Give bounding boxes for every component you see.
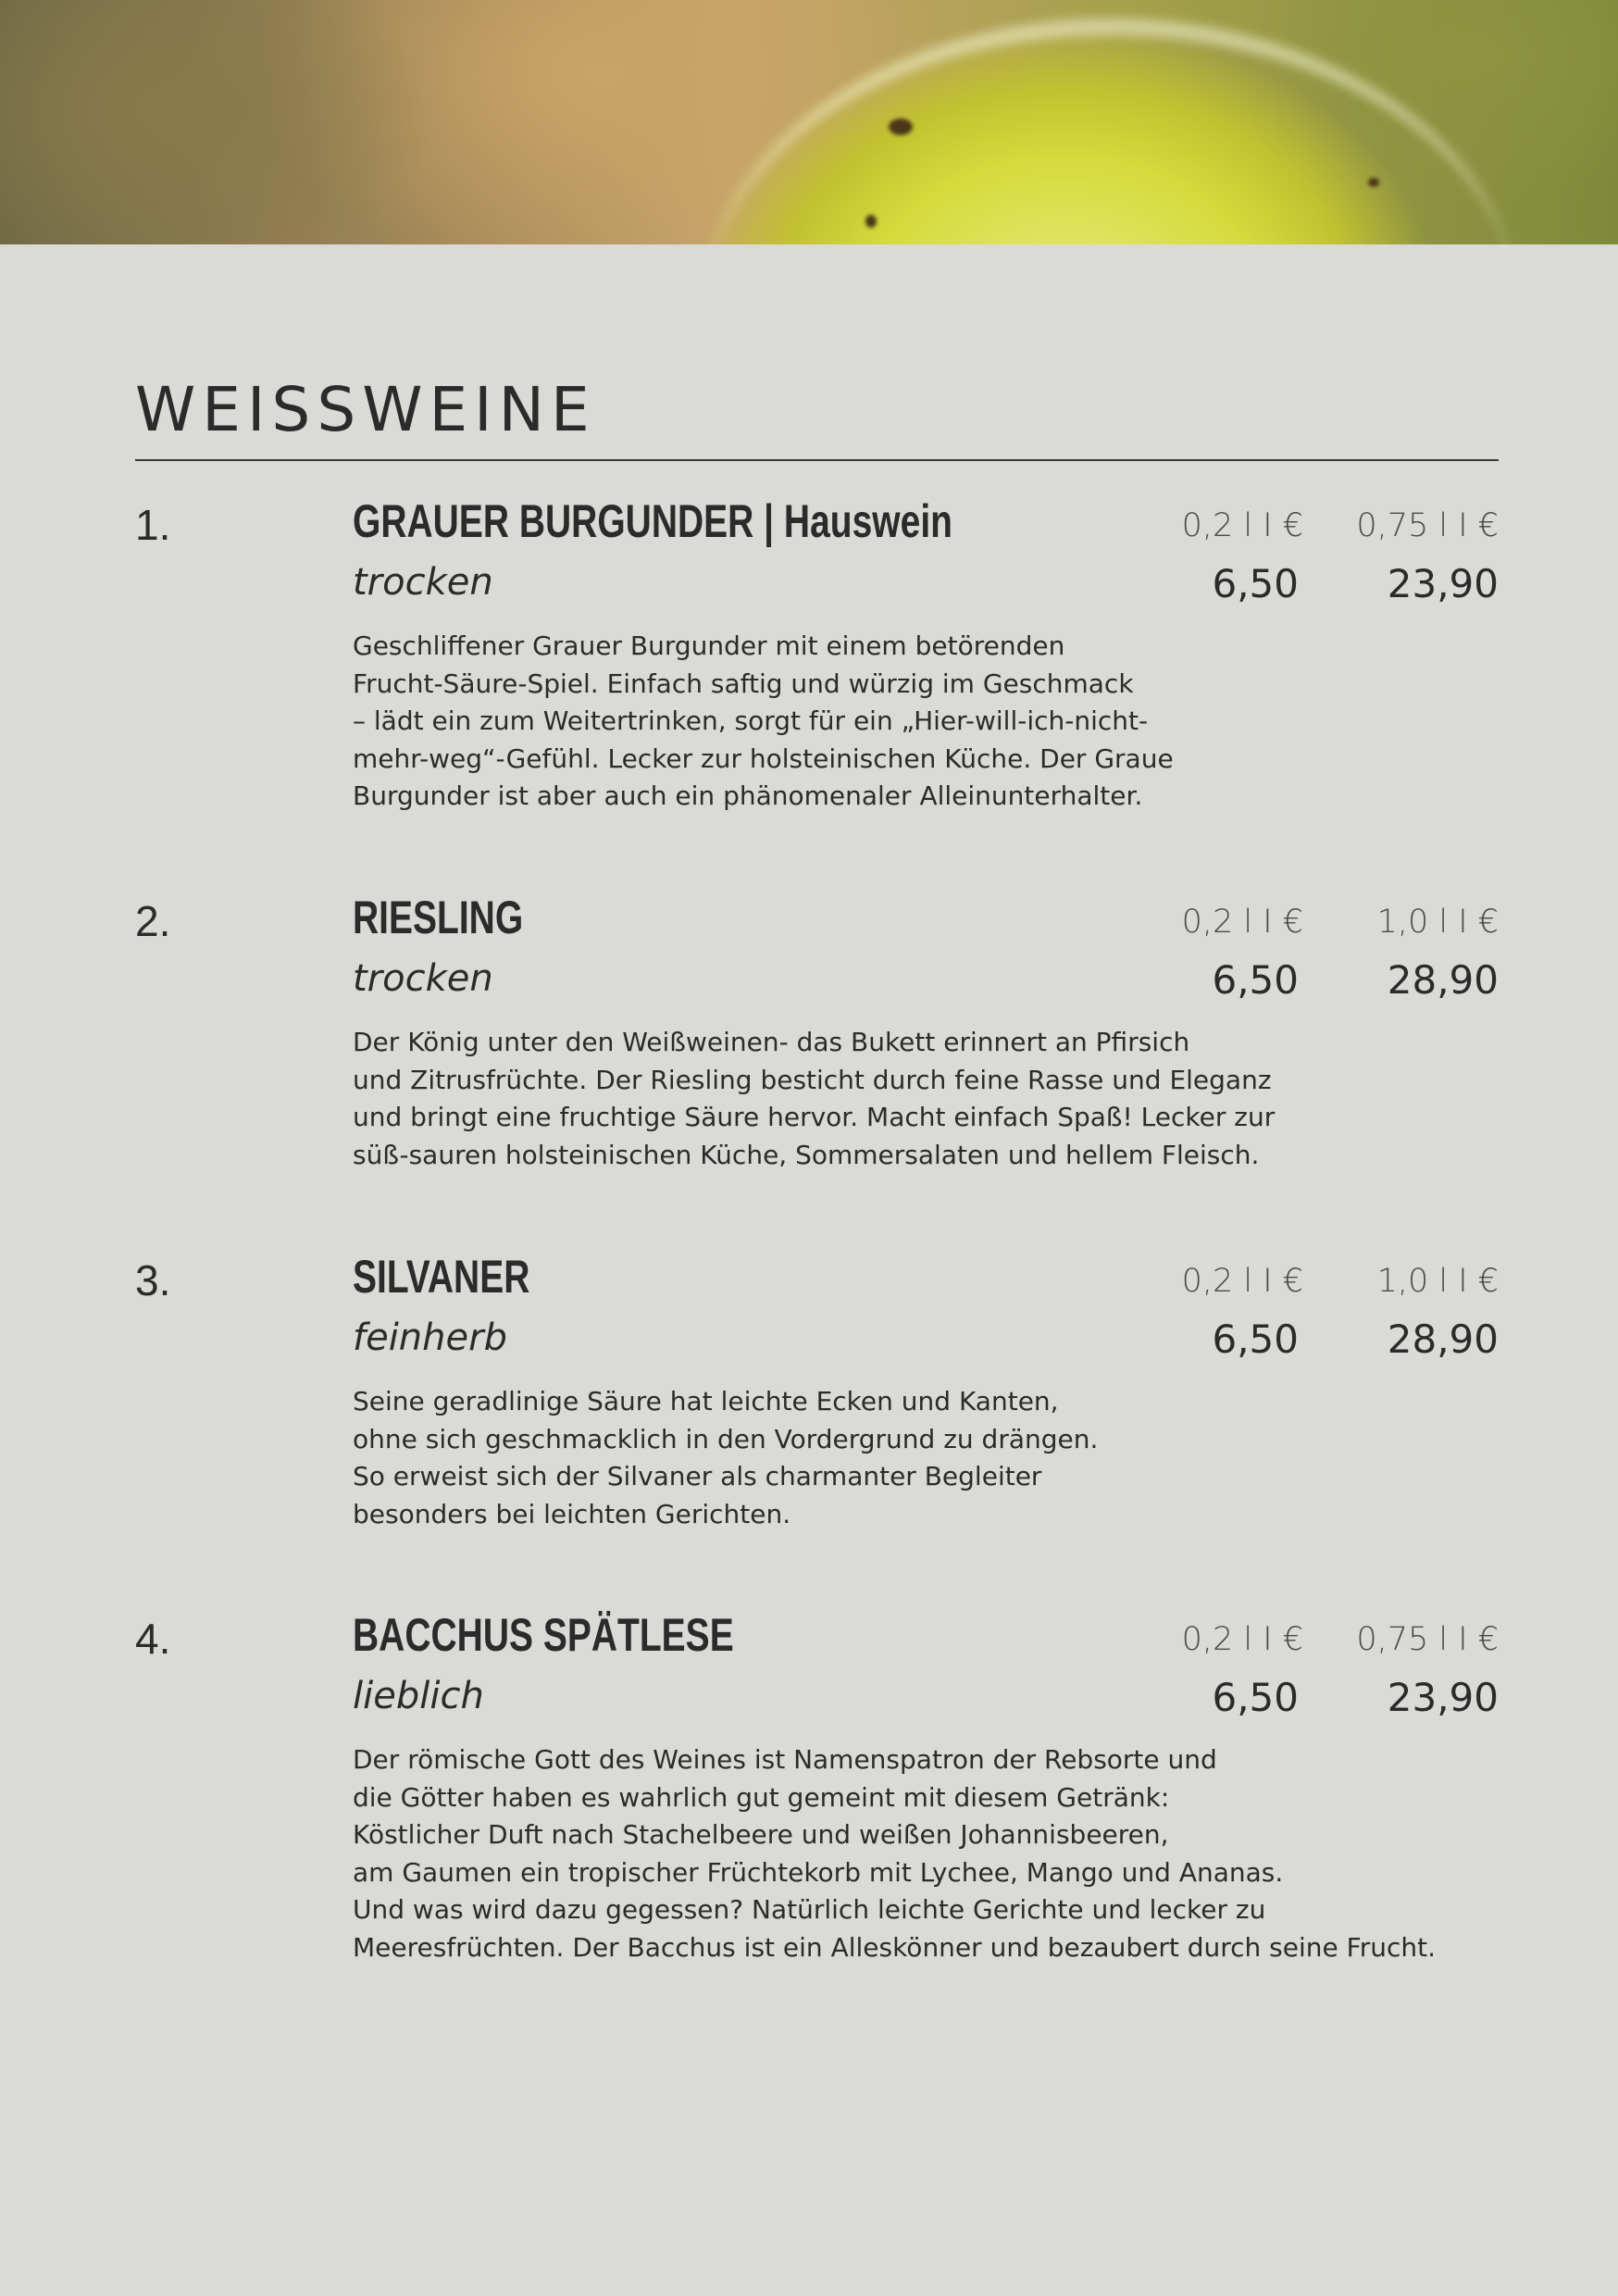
description-line: süß-sauren holsteinischen Küche, Sommersalaten und hellem Fleisch. <box>353 1139 1260 1170</box>
description-line: Der König unter den Weißweinen- das Bukett erinnert an Pfirsich <box>353 1027 1190 1057</box>
hero-grape-photo <box>0 0 1618 244</box>
wine-style: lieblich <box>353 1675 484 1717</box>
description-line: besonders bei leichten Gerichten. <box>353 1498 791 1529</box>
wine-number: 4. <box>135 1615 171 1663</box>
grape-spot <box>865 215 877 228</box>
wine-description <box>353 628 1315 816</box>
price-large: 23,90 <box>1387 561 1499 606</box>
wine-number: 2. <box>135 897 171 945</box>
wine-name: RIESLING <box>353 892 524 943</box>
price-small: 6,50 <box>1212 1675 1299 1720</box>
description-line: und Zitrusfrüchte. Der Riesling besticht durch feine Rasse und Eleganz <box>353 1064 1272 1095</box>
price-small: 6,50 <box>1212 957 1299 1003</box>
description-line: – lädt ein zum Weitertrinken, sorgt für ein „Hier-will-ich-nicht- <box>353 705 1149 736</box>
wine-description <box>353 1741 1436 1966</box>
wine-name: SILVANER <box>353 1251 530 1303</box>
price-large: 23,90 <box>1387 1675 1499 1720</box>
section-title: WEISSWEINE <box>135 374 596 445</box>
wine-description <box>353 1383 1315 1533</box>
size-large-label: 1,0 l I € <box>1376 1263 1499 1300</box>
wine-number: 3. <box>135 1256 171 1304</box>
grape-spot <box>889 119 913 135</box>
price-small: 6,50 <box>1212 1316 1299 1362</box>
title-divider <box>135 459 1499 461</box>
description-line: mehr-weg“-Gefühl. Lecker zur holsteinischen Küche. Der Graue <box>353 742 1174 774</box>
grape-highlight <box>703 19 1518 244</box>
grape-spot <box>1368 178 1379 187</box>
description-line: Köstlicher Duft nach Stachelbeere und weißen Johannisbeeren, <box>353 1819 1169 1850</box>
price-large: 28,90 <box>1387 1316 1499 1362</box>
description-line: ohne sich geschmacklich in den Vordergrund zu drängen. <box>353 1423 1099 1454</box>
description-line: Meeresfrüchten. Der Bacchus ist ein Alleskönner und bezaubert durch seine Frucht. <box>353 1931 1436 1963</box>
size-small-label: 0,2 l I € <box>1181 1621 1303 1658</box>
description-line: Frucht-Säure-Spiel. Einfach saftig und würzig im Geschmack <box>353 668 1134 699</box>
description-line: die Götter haben es wahrlich gut gemeint mit diesem Getränk: <box>353 1781 1170 1813</box>
size-small-label: 0,2 l I € <box>1181 1263 1303 1300</box>
description-line: So erweist sich der Silvaner als charmanter Begleiter <box>353 1461 1042 1491</box>
description-line: Geschliffener Grauer Burgunder mit einem betörenden <box>353 630 1065 661</box>
description-line: Der römische Gott des Weines ist Namenspatron der Rebsorte und <box>353 1744 1217 1775</box>
description-line: Burgunder ist aber auch ein phänomenaler Alleinunterhalter. <box>353 780 1143 811</box>
description-line: am Gaumen ein tropischer Früchtekorb mit Lychee, Mango und Ananas. <box>353 1856 1284 1888</box>
price-large: 28,90 <box>1387 957 1499 1003</box>
size-large-label: 1,0 l I € <box>1376 904 1499 941</box>
size-small-label: 0,2 l I € <box>1181 507 1303 544</box>
wine-style: feinherb <box>353 1316 507 1359</box>
wine-name: GRAUER BURGUNDER | Hauswein <box>353 495 952 547</box>
description-line: Und was wird dazu gegessen? Natürlich leichte Gerichte und lecker zu <box>353 1894 1266 1925</box>
wine-style: trocken <box>353 561 493 604</box>
price-small: 6,50 <box>1212 561 1299 606</box>
wine-description <box>353 1024 1315 1174</box>
wine-number: 1. <box>135 501 171 549</box>
wine-style: trocken <box>353 957 493 1000</box>
size-small-label: 0,2 l I € <box>1181 904 1303 941</box>
description-line: und bringt eine fruchtige Säure hervor. Macht einfach Spaß! Lecker zur <box>353 1102 1276 1132</box>
size-large-label: 0,75 l I € <box>1356 1621 1499 1658</box>
description-line: Seine geradlinige Säure hat leichte Ecken und Kanten, <box>353 1386 1059 1416</box>
size-large-label: 0,75 l I € <box>1356 507 1499 544</box>
wine-name: BACCHUS SPÄTLESE <box>353 1609 734 1661</box>
